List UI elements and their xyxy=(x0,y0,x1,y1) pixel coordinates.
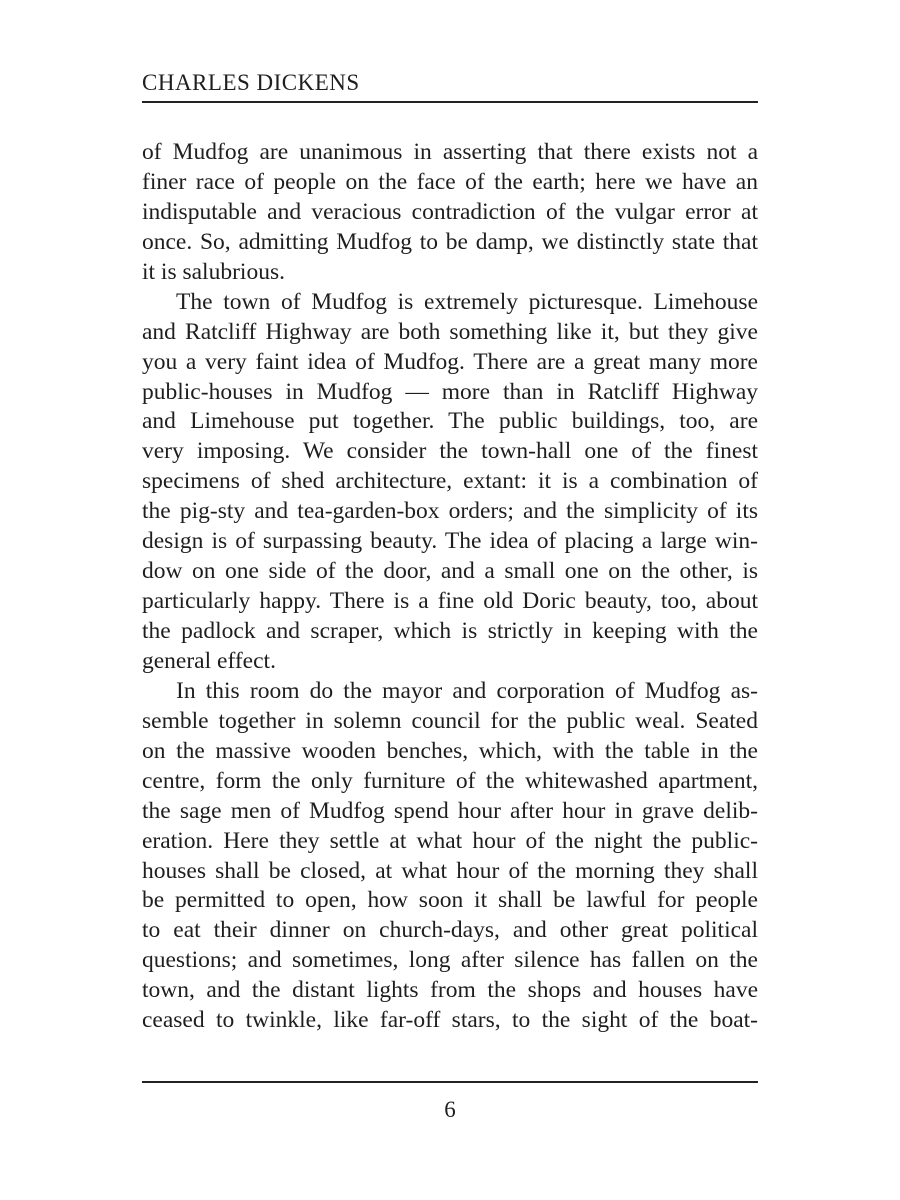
paragraph xyxy=(142,677,758,1036)
text-line: to eat their dinner on church-days, and other great political xyxy=(142,917,758,944)
page-number: 6 xyxy=(444,1097,456,1122)
text-line: the padlock and scraper, which is strictly in keeping with the xyxy=(142,618,758,644)
text-line: of Mudfog are unanimous in asserting that there exists not a xyxy=(142,139,758,165)
text-line: very imposing. We consider the town-hall one of the finest xyxy=(142,438,758,465)
text-line: town, and the distant lights from the shops and houses have xyxy=(142,977,758,1004)
footer-rule xyxy=(142,1081,758,1083)
text-line: be permitted to open, how soon it shall be lawful for people xyxy=(142,887,758,914)
text-line: and Limehouse put together. The public buildings, too, are xyxy=(142,408,758,435)
text-line: indisputable and veracious contradiction of the vulgar error at xyxy=(142,198,758,225)
text-line: you a very faint idea of Mudfog. There are a great many more xyxy=(142,348,758,375)
text-line: it is salubrious. xyxy=(142,258,285,285)
text-line: houses shall be closed, at what hour of the morning they shall xyxy=(142,857,758,884)
text-line: specimens of shed architecture, extant: it is a combination of xyxy=(142,468,758,495)
text-line: public-houses in Mudfog — more than in Ratcliff Highway xyxy=(142,378,758,405)
text-line: the pig-sty and tea-garden-box orders; and the simplicity of its xyxy=(142,498,758,525)
text-line: eration. Here they settle at what hour of the night the public- xyxy=(142,827,758,854)
text-line: dow on one side of the door, and a small one on the other, is xyxy=(142,558,758,585)
text-line: particularly happy. There is a fine old Doric beauty, too, about xyxy=(142,588,758,615)
text-line: semble together in solemn council for the public weal. Seated xyxy=(142,707,758,734)
text-line: general effect. xyxy=(142,647,276,674)
text-line: finer race of people on the face of the earth; here we have an xyxy=(142,168,758,195)
text-line: questions; and sometimes, long after silence has fallen on the xyxy=(142,947,758,974)
text-line: In this room do the mayor and corporation of Mudfog as- xyxy=(176,677,758,704)
header-rule xyxy=(142,101,758,103)
text-line: once. So, admitting Mudfog to be damp, we distinctly state that xyxy=(142,228,758,255)
paragraph xyxy=(142,138,758,288)
body-text xyxy=(142,138,758,1036)
text-line: and Ratcliff Highway are both something like it, but they give xyxy=(142,318,758,345)
text-line: The town of Mudfog is extremely picturesque. Limehouse xyxy=(176,288,758,315)
text-line: centre, form the only furniture of the whitewashed apartment, xyxy=(142,767,758,794)
text-line: the sage men of Mudfog spend hour after hour in grave delib- xyxy=(142,797,758,824)
text-line: on the massive wooden benches, which, with the table in the xyxy=(142,737,758,764)
text-line: ceased to twinkle, like far-off stars, to the sight of the boat- xyxy=(142,1007,758,1034)
running-header: CHARLES DICKENS xyxy=(142,70,360,95)
text-line: design is of surpassing beauty. The idea of placing a large win- xyxy=(142,528,758,555)
paragraph xyxy=(142,288,758,677)
